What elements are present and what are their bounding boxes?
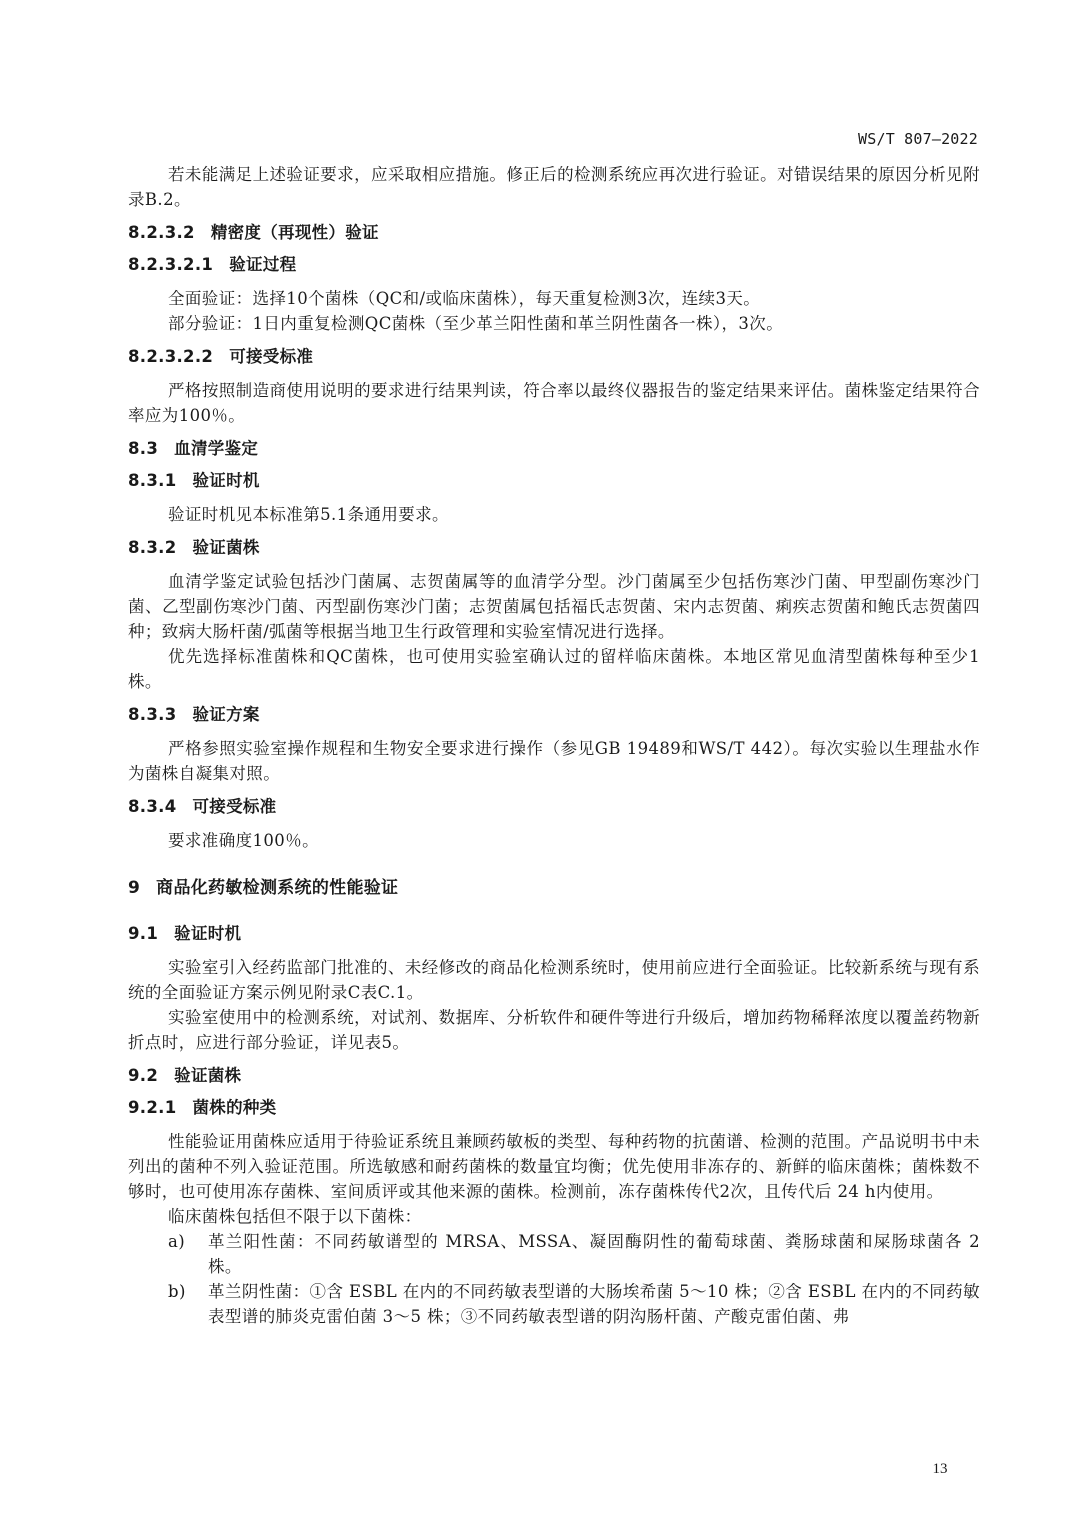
list-marker: b) — [168, 1282, 186, 1301]
section-number: 8.2.3.2 — [128, 223, 195, 242]
section-heading — [128, 346, 980, 368]
paragraph: 部分验证：1日内重复检测QC菌株（至少革兰阳性菌和革兰阴性菌各一株），3次。 — [168, 314, 784, 333]
section-heading — [128, 1097, 980, 1119]
paragraph: 严格参照实验室操作规程和生物安全要求进行操作（参见GB 19489和WS/T 442）。每次实验以生理盐水作为菌株自凝集对照。 — [128, 739, 980, 783]
paragraph: 性能验证用菌株应适用于待验证系统且兼顾药敏板的类型、每种药物的抗菌谱、检测的范围。产品说明书中未列出的菌种不列入验证范围。所选敏感和耐药菌株的数量宜均衡；优先使用非冻存的、新鲜的临床菌株；菌株数不够时，也可使用冻存菌株、室间质评或其他来源的菌株。检测前，冻存菌株传代2次，且传代后 24 h内使用。 — [128, 1132, 980, 1201]
paragraph: 全面验证：选择10个菌株（QC和/或临床菌株），每天重复检测3次，连续3天。 — [168, 289, 761, 308]
list-item — [128, 1229, 980, 1279]
paragraph: 实验室引入经药监部门批准的、未经修改的商品化检测系统时，使用前应进行全面验证。比较新系统与现有系统的全面验证方案示例见附录C表C.1。 — [128, 958, 980, 1002]
section-heading — [128, 923, 980, 945]
section-title: 验证菌株 — [174, 1066, 242, 1085]
section-title: 可接受标准 — [229, 347, 314, 366]
section-number: 8.3.2 — [128, 538, 177, 557]
section-title: 精密度（再现性）验证 — [210, 223, 379, 242]
section-heading — [128, 1065, 980, 1087]
section-number: 8.3.4 — [128, 797, 177, 816]
paragraph: 要求准确度100％。 — [168, 831, 319, 850]
section-number: 8.3.3 — [128, 705, 177, 724]
paragraph: 若未能满足上述验证要求，应采取相应措施。修正后的检测系统应再次进行验证。对错误结果的原因分析见附录B.2。 — [128, 165, 980, 209]
section-title: 验证菌株 — [192, 538, 260, 557]
section-heading — [128, 470, 980, 492]
document-body — [128, 162, 980, 1329]
section-heading — [128, 222, 980, 244]
chapter-heading — [128, 877, 980, 899]
chapter-title: 商品化药敏检测系统的性能验证 — [156, 878, 399, 898]
section-heading — [128, 438, 980, 460]
section-heading — [128, 704, 980, 726]
section-heading — [128, 254, 980, 276]
list-text: 革兰阴性菌：①含 ESBL 在内的不同药敏表型谱的大肠埃希菌 5～10 株；②含 ESBL 在内的不同药敏表型谱的肺炎克雷伯菌 3～5 株；③不同药敏表型谱的阴沟肠杆菌、产酸克雷伯菌、弗 — [208, 1282, 980, 1326]
section-title: 血清学鉴定 — [174, 439, 259, 458]
page-number: 13 — [932, 1461, 948, 1477]
section-title: 验证方案 — [192, 705, 260, 724]
section-title: 验证时机 — [174, 924, 242, 943]
list-text: 革兰阳性菌：不同药敏谱型的 MRSA、MSSA、凝固酶阴性的葡萄球菌、粪肠球菌和屎肠球菌各 2 株。 — [208, 1232, 980, 1276]
paragraph: 血清学鉴定试验包括沙门菌属、志贺菌属等的血清学分型。沙门菌属至少包括伤寒沙门菌、甲型副伤寒沙门菌、乙型副伤寒沙门菌、丙型副伤寒沙门菌；志贺菌属包括福氏志贺菌、宋内志贺菌、痢疾志贺菌和鲍氏志贺菌四种；致病大肠杆菌/弧菌等根据当地卫生行政管理和实验室情况进行选择。 — [128, 572, 980, 641]
section-number: 9.2 — [128, 1066, 159, 1085]
section-title: 验证时机 — [192, 471, 260, 490]
section-number: 8.3.1 — [128, 471, 177, 490]
section-heading — [128, 796, 980, 818]
paragraph: 验证时机见本标准第5.1条通用要求。 — [168, 505, 449, 524]
section-number: 9.1 — [128, 924, 159, 943]
section-title: 可接受标准 — [192, 797, 277, 816]
list-marker: a) — [168, 1232, 186, 1251]
section-heading — [128, 537, 980, 559]
paragraph: 优先选择标准菌株和QC菌株，也可使用实验室确认过的留样临床菌株。本地区常见血清型菌株每种至少1株。 — [128, 647, 980, 691]
chapter-number: 9 — [128, 878, 141, 898]
list-item — [128, 1279, 980, 1329]
section-number: 9.2.1 — [128, 1098, 177, 1117]
section-number: 8.3 — [128, 439, 159, 458]
section-number: 8.2.3.2.1 — [128, 255, 214, 274]
paragraph: 严格按照制造商使用说明的要求进行结果判读，符合率以最终仪器报告的鉴定结果来评估。菌株鉴定结果符合率应为100％。 — [128, 381, 980, 425]
section-number: 8.2.3.2.2 — [128, 347, 214, 366]
section-title: 菌株的种类 — [192, 1098, 277, 1117]
section-title: 验证过程 — [229, 255, 297, 274]
paragraph: 临床菌株包括但不限于以下菌株： — [168, 1207, 422, 1226]
paragraph: 实验室使用中的检测系统，对试剂、数据库、分析软件和硬件等进行升级后，增加药物稀释浓度以覆盖药物新折点时，应进行部分验证，详见表5。 — [128, 1008, 980, 1052]
document-code: WS/T 807—2022 — [858, 130, 978, 148]
